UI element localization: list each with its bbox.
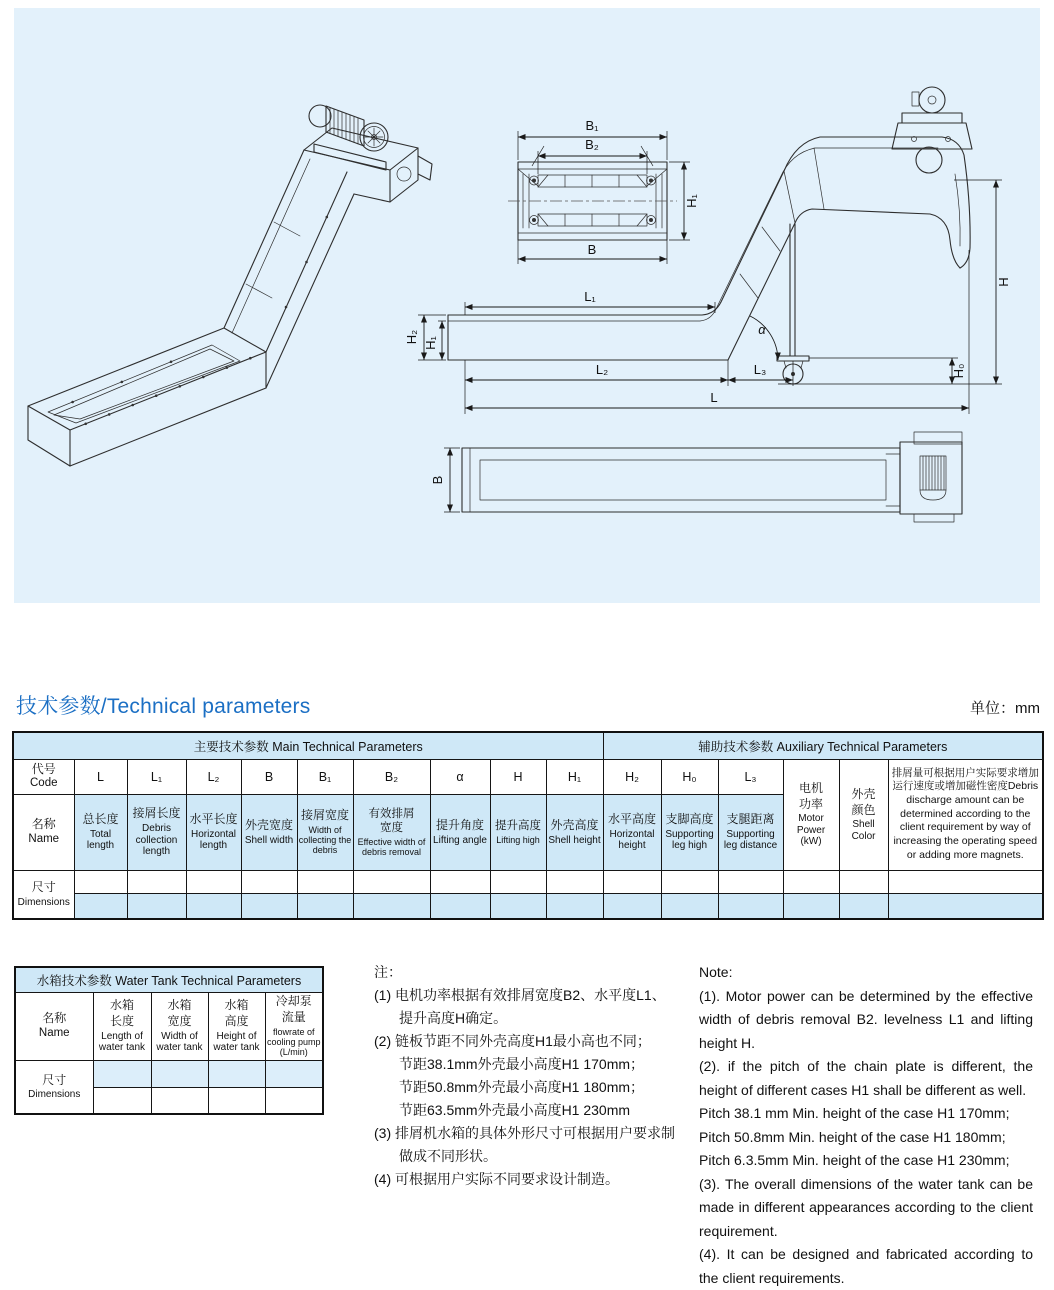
note-cn-2b: 节距50.8mm外壳最小高度H1 180mm； <box>399 1079 645 1095</box>
name-en: Lifting high <box>496 834 540 845</box>
dim-label-b1: B₁ <box>585 118 599 133</box>
dim-label-h0: H₀ <box>951 363 966 379</box>
water-col-cn: 水箱 高度 <box>224 998 249 1028</box>
dim-label-b: B <box>587 242 597 257</box>
dim-cell <box>297 870 353 893</box>
note-cn-1: (1) 电机功率根据有效排屑宽度B2、水平度L1、提升高度H确定。 <box>374 987 666 1026</box>
name-label-cn: 名称 <box>31 817 56 832</box>
code-cell-L1: L₁ <box>127 759 186 794</box>
dim-cell <box>297 893 353 919</box>
water-tank-table <box>14 966 324 1115</box>
remark-en: Debris discharge amount can be determined according to the client requirement by way of increasing the operating speed or adding more magnets. <box>893 780 1039 861</box>
dim-cell <box>265 1060 323 1087</box>
note-en-3: (3). The overall dimensions of the water tank can be made in different appearances according to the client requirement. <box>699 1175 1033 1239</box>
dim-cell <box>186 893 241 919</box>
name-cn: 接屑宽度 <box>300 808 349 823</box>
dim-cell <box>151 1087 208 1114</box>
name-en: Horizontal height <box>609 828 655 852</box>
code-cell-H1: H₁ <box>546 759 603 794</box>
dim-cell <box>783 893 839 919</box>
name-en: Shell height <box>548 834 601 846</box>
name-label-cell <box>13 794 74 870</box>
dim-cell <box>490 870 546 893</box>
dims-label-cn: 尺寸 <box>31 880 56 895</box>
unit-label: 单位：mm <box>970 700 1040 717</box>
water-dims-label-en: Dimensions <box>28 1089 81 1101</box>
note-en-1: (1). Motor power can be determined by the effective width of debris removal B2. levelness L1 and lifting height H. <box>699 987 1033 1051</box>
code-cell-H0: H₀ <box>661 759 718 794</box>
bolt-dots <box>71 216 328 425</box>
dim-cell <box>241 893 297 919</box>
note-cn-2: (2) 链板节距不同外壳高度H1最小高也不同； <box>374 1033 651 1049</box>
dim-cell <box>151 1060 208 1087</box>
group-header-main: 主要技术参数 Main Technical Parameters <box>13 732 603 759</box>
dim-label-alpha: α <box>758 322 766 337</box>
dim-label-h2: H₂ <box>404 329 419 345</box>
name-cn: 接屑长度 <box>132 806 181 821</box>
dims-row-2 <box>13 893 1043 919</box>
name-cell-lifting-high <box>490 794 546 870</box>
dim-cell <box>661 870 718 893</box>
water-name-label-en: Name <box>38 1026 70 1039</box>
dim-cell <box>208 1087 265 1114</box>
water-dims-label-cell <box>15 1060 93 1114</box>
water-header-row <box>15 967 323 992</box>
name-en: Supporting leg distance <box>723 828 778 852</box>
dim-cell <box>241 870 297 893</box>
name-cn: 支脚高度 <box>665 812 714 827</box>
name-en: Debris collection length <box>135 823 178 858</box>
dim-label-h: H <box>996 277 1011 287</box>
note-cn-2c: 节距63.5mm外壳最小高度H1 230mm <box>399 1102 631 1118</box>
side-view <box>404 87 1011 414</box>
shell-color-cell <box>839 759 888 870</box>
dims-row-1 <box>13 870 1043 893</box>
dim-label-l: L <box>710 390 718 405</box>
name-en: Supporting leg high <box>665 828 714 852</box>
code-row <box>13 759 1043 794</box>
dims-label-en: Dimensions <box>17 896 70 908</box>
note-en-2a: Pitch 38.1 mm Min. height of the case H1 170mm; <box>699 1105 1010 1121</box>
name-cell-horizontal-height <box>603 794 661 870</box>
dim-cell <box>490 893 546 919</box>
notes-en-title: Note: <box>699 964 733 980</box>
water-col-length <box>93 992 151 1060</box>
note-cn-2a: 节距38.1mm外壳最小高度H1 170mm； <box>399 1056 645 1072</box>
water-col-en: Width of water tank <box>156 1030 203 1054</box>
dim-cell <box>74 893 127 919</box>
dim-cell <box>353 870 430 893</box>
name-cell-supporting-leg-high <box>661 794 718 870</box>
code-cell-L3: L₃ <box>718 759 783 794</box>
page-title: 技术参数/Technical parameters <box>16 695 311 718</box>
code-cell-B: B <box>241 759 297 794</box>
code-cell-B2: B₂ <box>353 759 430 794</box>
group-header-row <box>13 732 1043 759</box>
dim-cell <box>93 1060 151 1087</box>
dim-cell <box>718 893 783 919</box>
dim-label-h1-section: H₁ <box>684 194 699 208</box>
cross-section-view <box>508 118 699 264</box>
name-cell-collecting-width <box>297 794 353 870</box>
note-cn-3: (3) 排屑机水箱的具体外形尺寸可根据用户要求制做成不同形状。 <box>374 1125 675 1164</box>
name-cn: 提升高度 <box>495 820 541 833</box>
dim-label-l1: L₁ <box>584 289 596 304</box>
shell-color-en: Shell Color <box>851 819 876 842</box>
name-cell-supporting-leg-distance <box>718 794 783 870</box>
dim-cell <box>430 870 490 893</box>
dim-cell <box>783 870 839 893</box>
name-en: Shell width <box>244 834 294 846</box>
dim-cell <box>546 893 603 919</box>
dim-cell <box>208 1060 265 1087</box>
notes-cn-title: 注： <box>374 964 402 980</box>
dim-cell <box>718 870 783 893</box>
dim-cell <box>839 893 888 919</box>
name-cn: 外壳高度 <box>550 817 599 832</box>
name-cn: 提升角度 <box>435 817 484 832</box>
code-label-en: Code <box>30 777 58 790</box>
name-cn: 外壳宽度 <box>244 817 293 832</box>
name-cn: 水平高度 <box>608 812 657 827</box>
note-en-2: (2). if the pitch of the chain plate is different, the height of different cases H1 shall be different as well. <box>699 1058 1033 1098</box>
water-dims-row-1 <box>15 1060 323 1087</box>
code-cell-L: L <box>74 759 127 794</box>
isometric-view <box>28 105 432 466</box>
water-col-height <box>208 992 265 1060</box>
water-col-pump-flowrate <box>265 992 323 1060</box>
name-en: Total length <box>86 828 115 852</box>
name-cell-total-length <box>74 794 127 870</box>
name-cn: 支腿距离 <box>726 812 775 827</box>
dim-cell <box>888 870 1043 893</box>
main-parameters-table <box>12 731 1044 920</box>
dim-cell <box>839 870 888 893</box>
name-en: Effective width of debris removal <box>357 836 426 857</box>
remark-cn: 排屑量可根据用户实际要求增加运行速度或增加磁性密度 <box>891 766 1039 793</box>
code-cell-alpha: α <box>430 759 490 794</box>
dim-label-l3: L₃ <box>753 362 767 377</box>
note-cn-4: (4) 可根据用户实际不同要求设计制造。 <box>374 1171 619 1187</box>
name-cell-shell-height <box>546 794 603 870</box>
dim-label-b-plan: B <box>430 475 445 485</box>
dim-label-h1-side: H₁ <box>423 336 438 350</box>
dim-cell <box>127 893 186 919</box>
water-col-en: flowrate of cooling pump (L/min) <box>266 1026 321 1058</box>
motor-power-cn: 电机 功率 <box>799 781 824 811</box>
name-en: Lifting angle <box>433 834 487 846</box>
motor-power-en: Motor Power (kW) <box>796 813 826 848</box>
code-cell-H2: H₂ <box>603 759 661 794</box>
code-cell-B1: B₁ <box>297 759 353 794</box>
plan-view <box>430 432 962 522</box>
dim-cell <box>74 870 127 893</box>
code-label-cn: 代号 <box>31 761 56 776</box>
code-cell-L2: L₂ <box>186 759 241 794</box>
water-name-row <box>15 992 323 1060</box>
dim-cell <box>265 1087 323 1114</box>
name-cn: 总长度 <box>82 812 119 827</box>
notes-english <box>699 961 1033 1290</box>
dim-cell <box>353 893 430 919</box>
water-col-cn: 水箱 长度 <box>109 998 134 1028</box>
section-title-row <box>16 690 1040 720</box>
notes-chinese <box>374 961 678 1191</box>
water-col-en: Height of water tank <box>213 1030 260 1054</box>
dims-label-cell <box>13 870 74 919</box>
dim-cell <box>93 1087 151 1114</box>
technical-drawing-panel <box>14 8 1040 603</box>
dim-cell <box>546 870 603 893</box>
name-cell-debris-collection-length <box>127 794 186 870</box>
name-label-en: Name <box>28 832 60 845</box>
note-en-2b: Pitch 50.8mm Min. height of the case H1 180mm; <box>699 1128 1006 1145</box>
name-cell-horizontal-length <box>186 794 241 870</box>
dim-label-b2: B₂ <box>585 137 599 152</box>
conveyor-drawing <box>14 8 1040 603</box>
water-col-width <box>151 992 208 1060</box>
name-cn: 水平长度 <box>189 812 238 827</box>
note-en-2c: Pitch 6.3.5mm Min. height of the case H1 230mm; <box>699 1152 1010 1168</box>
name-en: Width of collecting the debris <box>298 824 352 856</box>
group-header-aux: 辅助技术参数 Auxiliary Technical Parameters <box>603 732 1043 759</box>
note-en-4: (4). It can be designed and fabricated according to the client requirements. <box>699 1246 1033 1286</box>
dim-cell <box>603 893 661 919</box>
remark-cell <box>888 759 1043 870</box>
dim-cell <box>661 893 718 919</box>
dim-cell <box>127 870 186 893</box>
water-col-cn: 水箱 宽度 <box>167 998 192 1028</box>
dim-cell <box>186 870 241 893</box>
water-table-header: 水箱技术参数 Water Tank Technical Parameters <box>15 967 323 992</box>
motor-power-cell <box>783 759 839 870</box>
name-cn: 有效排屑宽度 <box>368 807 415 835</box>
shell-color-cn: 外壳 颜色 <box>851 786 876 817</box>
water-name-label-cn: 名称 <box>42 1011 67 1026</box>
water-col-cn: 冷却泵 流量 <box>275 994 312 1024</box>
name-cell-lifting-angle <box>430 794 490 870</box>
name-cell-shell-width <box>241 794 297 870</box>
name-en: Horizontal length <box>190 828 237 852</box>
water-col-en: Length of water tank <box>98 1030 146 1054</box>
code-cell-H: H <box>490 759 546 794</box>
name-cell-effective-width <box>353 794 430 870</box>
dim-cell <box>603 870 661 893</box>
dim-cell <box>430 893 490 919</box>
dim-label-l2: L₂ <box>595 362 609 377</box>
water-name-label-cell <box>15 992 93 1060</box>
dim-cell <box>888 893 1043 919</box>
code-label-cell <box>13 759 74 794</box>
water-dims-label-cn: 尺寸 <box>42 1072 67 1087</box>
